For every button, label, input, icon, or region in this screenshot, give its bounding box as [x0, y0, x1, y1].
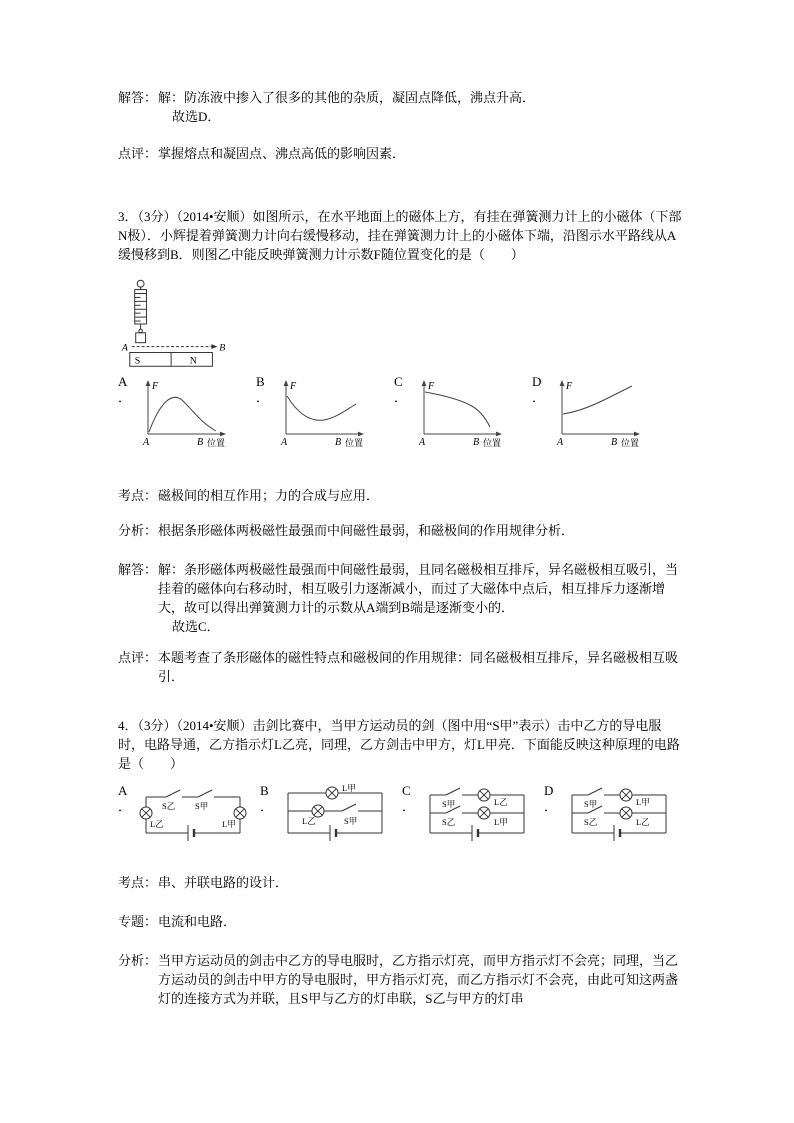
switch-label: S甲 — [195, 801, 209, 811]
graph-decreasing — [410, 374, 510, 448]
option-dot: ． — [402, 799, 416, 814]
lamp-label: L甲 — [494, 817, 508, 827]
spring-scale-magnet-figure — [118, 276, 236, 370]
switch-icon — [198, 790, 212, 797]
q4-kaodian-paragraph — [118, 873, 682, 892]
svg-text:F: F — [290, 381, 297, 392]
lamp-label: L甲 — [636, 797, 650, 807]
q4-kaodian-text: 串、并联电路的设计． — [158, 875, 289, 890]
curve — [149, 397, 216, 432]
circuit-diagram-parallel-shared-switch — [276, 783, 394, 845]
q2-jieda-text: 解：防冻液中掺入了很多的其他的杂质，凝固点降低，沸点升高． — [158, 90, 536, 105]
q4-options-row — [118, 783, 682, 845]
q4-option-a — [118, 783, 252, 845]
lamp-label: L甲 — [342, 783, 356, 793]
svg-text:F: F — [566, 381, 573, 392]
option-dot: ． — [394, 390, 408, 405]
q3-jieda-conclusion: 故选C． — [172, 619, 220, 634]
option-letter: D — [544, 783, 554, 798]
circuit-diagram-parallel-crossed — [418, 783, 536, 845]
option-letter: A — [118, 374, 128, 389]
option-dot: ． — [532, 390, 546, 405]
switch-icon — [588, 788, 602, 795]
lamp-icon — [140, 807, 152, 819]
q4-fenxi-text: 当甲方运动员的剑击中乙方的导电服时，乙方指示灯亮，而甲方指示灯不会亮；同理，当乙方运动员的剑击中甲方的导电服时，甲方指示灯亮，而乙方指示灯不会亮，由此可知这两盏灯的连接方式为并联，且S甲与乙方的灯串联，S乙与甲方的灯串 — [158, 953, 679, 1006]
option-dot: ． — [260, 799, 274, 814]
jieda-label: 解答： — [118, 90, 158, 105]
graph-increasing — [548, 374, 648, 448]
lamp-label: L甲 — [222, 819, 236, 829]
lamp-label: L乙 — [302, 816, 316, 826]
lamp-label: L乙 — [636, 817, 650, 827]
lamp-icon — [620, 807, 632, 819]
option-letter: B — [260, 783, 269, 798]
q3-kaodian-text: 磁极间的相互作用；力的合成与应用． — [158, 488, 380, 503]
svg-text:B: B — [473, 437, 480, 448]
curve — [287, 396, 356, 420]
kaodian-label: 考点： — [118, 488, 158, 503]
lamp-icon — [620, 789, 632, 801]
option-letter: C — [402, 783, 411, 798]
figure-point-a-label: A — [121, 342, 128, 354]
lamp-label: L乙 — [494, 797, 508, 807]
q4-option-c — [402, 783, 536, 845]
switch-label: S甲 — [442, 799, 456, 809]
spring-scale-icon — [135, 280, 147, 332]
q2-jieda-conclusion: 故选D． — [172, 109, 221, 124]
q3-kaodian-paragraph — [118, 486, 682, 505]
svg-text:A: A — [557, 437, 564, 448]
path-arrow-icon — [132, 344, 218, 349]
q4-option-b — [260, 783, 394, 845]
circuit-diagram-series — [134, 783, 252, 845]
q3-fenxi-text: 根据条形磁体两极磁性最强而中间磁性最弱，和磁极间的作用规律分析． — [158, 523, 575, 538]
svg-text:A: A — [419, 437, 426, 448]
figure-point-b-label: B — [219, 342, 226, 354]
circuit-diagram-parallel-matched — [560, 783, 678, 845]
pole-s-label: S — [134, 355, 141, 367]
pole-n-label: N — [189, 355, 197, 367]
svg-text:A: A — [281, 437, 288, 448]
option-dot: ． — [118, 799, 132, 814]
svg-text:位置: 位置 — [345, 438, 364, 448]
q4-zhuanti-text: 电流和电路． — [158, 914, 237, 929]
q3-options-row — [118, 374, 682, 448]
battery-icon — [330, 825, 336, 841]
jieda-label: 解答： — [118, 562, 158, 577]
svg-text:B: B — [335, 437, 342, 448]
switch-label: S甲 — [584, 799, 598, 809]
graph-rise-then-fall — [134, 374, 234, 448]
svg-text:B: B — [197, 437, 204, 448]
switch-label: S甲 — [344, 816, 358, 826]
zhuanti-label: 专题： — [118, 914, 158, 929]
hanging-magnet-icon — [136, 333, 146, 343]
curve — [425, 392, 490, 427]
q3-option-b — [256, 374, 372, 448]
q3-option-c — [394, 374, 510, 448]
option-dot: ． — [256, 390, 270, 405]
kaodian-label: 考点： — [118, 875, 158, 890]
q3-stem: 3．（3分）（2014•安顺）如图所示，在水平地面上的磁体上方，有挂在弹簧测力计上的小磁体（下部N极）．小辉提着弹簧测力计向右缓慢移动，挂在弹簧测力计上的小磁体下端，沿图示水平路线从A缓慢移到B．则图乙中能反映弹簧测力计示数F随位置变化的是（ ） — [118, 209, 682, 262]
q3-fenxi-paragraph — [118, 521, 682, 540]
svg-text:F: F — [152, 381, 159, 392]
q2-dianping-paragraph — [118, 144, 682, 163]
svg-text:B: B — [611, 437, 618, 448]
switch-label: S乙 — [584, 817, 598, 827]
bar-magnet-icon — [130, 353, 213, 367]
svg-text:A: A — [143, 437, 150, 448]
fenxi-label: 分析： — [118, 953, 158, 968]
lamp-icon — [326, 787, 338, 799]
dianping-label: 点评： — [118, 650, 158, 665]
option-letter: D — [532, 374, 542, 389]
q2-dianping-text: 掌握熔点和凝固点、沸点高低的影响因素． — [158, 146, 406, 161]
svg-text:F: F — [428, 381, 435, 392]
option-letter: B — [256, 374, 265, 389]
battery-icon — [614, 825, 620, 841]
battery-icon — [472, 825, 478, 841]
fenxi-label: 分析： — [118, 523, 158, 538]
option-letter: C — [394, 374, 403, 389]
switch-label: S乙 — [442, 817, 456, 827]
graph-fall-then-rise — [272, 374, 372, 448]
lamp-icon — [478, 807, 490, 819]
curve — [563, 386, 632, 414]
switch-icon — [446, 788, 460, 795]
switch-icon — [166, 790, 180, 797]
option-dot: ． — [544, 799, 558, 814]
q3-jieda-text: 解：条形磁体两极磁性最强而中间磁性最弱，且同名磁极相互排斥，异名磁极相互吸引，当挂着的磁体向右移动时，相互吸引力逐渐减小，而过了大磁体中点后，相互排斥力逐渐增大，故可以得出弹簧测力计的示数从A端到B端是逐渐变小的． — [158, 562, 679, 615]
lamp-icon — [478, 789, 490, 801]
q3-dianping-text: 本题考查了条形磁体的磁性特点和磁极间的作用规律：同名磁极相互排斥，异名磁极相互吸引． — [158, 650, 679, 684]
svg-text:位置: 位置 — [483, 438, 502, 448]
q4-option-d — [544, 783, 678, 845]
svg-text:位置: 位置 — [207, 438, 226, 448]
q3-jieda-paragraph — [118, 560, 682, 636]
dianping-label: 点评： — [118, 146, 158, 161]
switch-icon — [342, 804, 356, 811]
q4-fenxi-paragraph — [118, 951, 682, 1008]
wires — [288, 793, 382, 833]
svg-text:位置: 位置 — [621, 438, 640, 448]
lamp-icon — [234, 807, 246, 819]
switch-label: S乙 — [162, 801, 176, 811]
q2-jieda-paragraph — [118, 88, 682, 126]
q4-stem: 4．（3分）（2014•安顺）击剑比赛中，当甲方运动员的剑（图中用“S甲”表示）击中乙方的导电服时，电路导通，乙方指示灯L乙亮，同理，乙方剑击中甲方，灯L甲亮．下面能反映这种原理的电路是（ ） — [118, 718, 680, 771]
option-dot: ． — [118, 390, 132, 405]
q3-option-a — [118, 374, 234, 448]
q3-figure — [118, 276, 682, 370]
q3-dianping-paragraph — [118, 648, 682, 686]
q3-option-d — [532, 374, 648, 448]
lamp-label: L乙 — [150, 819, 164, 829]
q4-zhuanti-paragraph — [118, 912, 682, 931]
option-letter: A — [118, 783, 128, 798]
battery-icon — [188, 825, 194, 841]
